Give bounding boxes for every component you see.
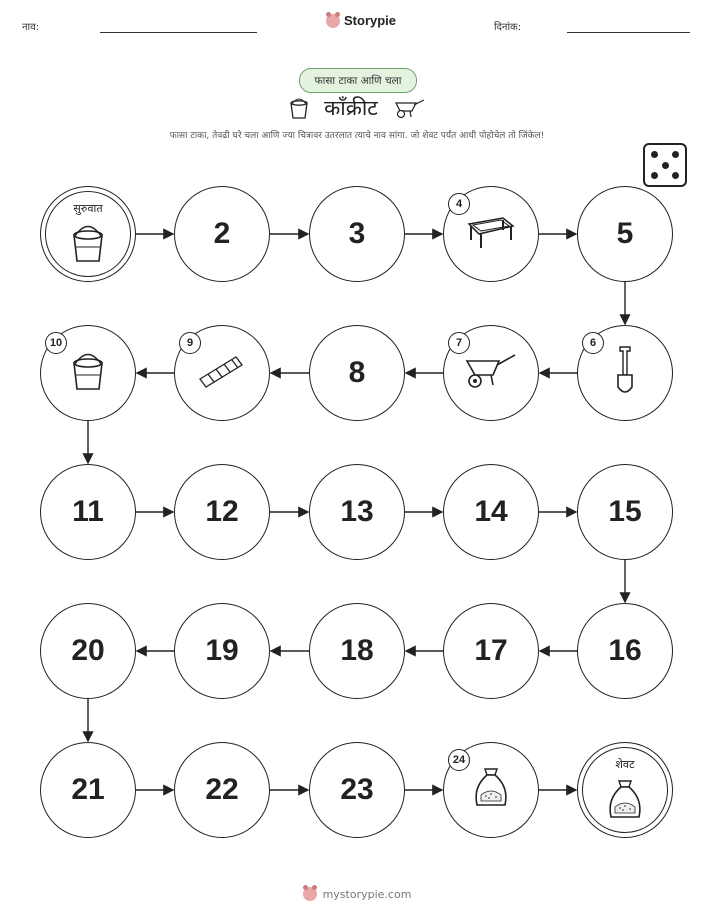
cell-number-badge: 6 (582, 332, 604, 354)
cell-number-badge: 7 (448, 332, 470, 354)
cell-number: 8 (348, 356, 366, 389)
sandbox-mold-icon (465, 212, 517, 256)
wheelbarrow-icon (463, 351, 519, 395)
board-cell[interactable] (443, 464, 539, 560)
board-cell[interactable] (309, 186, 405, 282)
brand-name: Storypie (344, 13, 397, 28)
board-cell[interactable] (309, 464, 405, 560)
board-cell[interactable] (443, 742, 539, 838)
cell-number: 5 (616, 217, 634, 250)
footer-url[interactable]: mystorypie.com (322, 887, 412, 901)
board-cell[interactable] (309, 742, 405, 838)
rebar-icon (196, 351, 248, 395)
board-cell[interactable] (443, 186, 539, 282)
cell-number: 16 (608, 634, 642, 667)
cell-number: 19 (205, 634, 239, 667)
board-cell[interactable] (40, 464, 136, 560)
bucket-icon (68, 349, 108, 397)
date-label: दिनांक: (494, 22, 522, 33)
start-label: सुरुवात (73, 202, 103, 215)
name-label: नाव: (22, 22, 40, 33)
board-cell[interactable] (174, 186, 270, 282)
board-cell[interactable] (40, 742, 136, 838)
board-cell[interactable] (577, 464, 673, 560)
board-cell[interactable] (443, 603, 539, 699)
shovel-icon (613, 345, 637, 401)
board-cell[interactable] (174, 325, 270, 421)
board-cell[interactable] (174, 603, 270, 699)
cell-number: 14 (474, 495, 508, 528)
cell-number: 3 (348, 217, 366, 250)
cell-number: 22 (205, 773, 239, 806)
bucket-icon (68, 221, 108, 269)
board-cell[interactable] (443, 325, 539, 421)
cell-number: 21 (71, 773, 105, 806)
board-cell[interactable] (309, 603, 405, 699)
board-cell[interactable] (577, 325, 673, 421)
game-badge: फासा टाका आणि चला (299, 68, 417, 93)
cell-number-badge: 10 (45, 332, 67, 354)
board-cell[interactable] (577, 186, 673, 282)
cell-number: 23 (340, 773, 374, 806)
cell-number: 11 (72, 495, 104, 528)
cell-number: 2 (213, 217, 231, 250)
board-cell[interactable] (309, 325, 405, 421)
board-cell[interactable] (577, 603, 673, 699)
cell-number: 17 (474, 634, 508, 667)
cement-bag-icon (471, 765, 511, 815)
cement-bag-icon (605, 777, 645, 827)
board-cell[interactable] (174, 464, 270, 560)
bear-logo-icon (303, 887, 317, 901)
cell-number: 15 (608, 495, 642, 528)
instructions: फासा टाका, तेवढी घरे चला आणि ज्या चित्रावर उतरलात त्याचे नाव सांगा. जो शेवट पर्यंत आधी पोहोचेल तो जिंकेल! (169, 131, 545, 141)
board-cell[interactable] (40, 603, 136, 699)
finish-label: शेवट (615, 758, 635, 771)
page-title: कॉंक्रीट (324, 96, 378, 120)
cell-number: 12 (205, 495, 239, 528)
board-cell[interactable] (40, 325, 136, 421)
board-cell[interactable] (174, 742, 270, 838)
cell-number-badge: 4 (448, 193, 470, 215)
cell-number-badge: 9 (179, 332, 201, 354)
footer (0, 887, 714, 901)
cell-number: 13 (340, 495, 374, 528)
cell-number: 20 (71, 634, 105, 667)
finish-cell[interactable] (577, 742, 673, 838)
cell-number-badge: 24 (448, 749, 470, 771)
start-cell[interactable] (40, 186, 136, 282)
cell-number: 18 (340, 634, 374, 667)
